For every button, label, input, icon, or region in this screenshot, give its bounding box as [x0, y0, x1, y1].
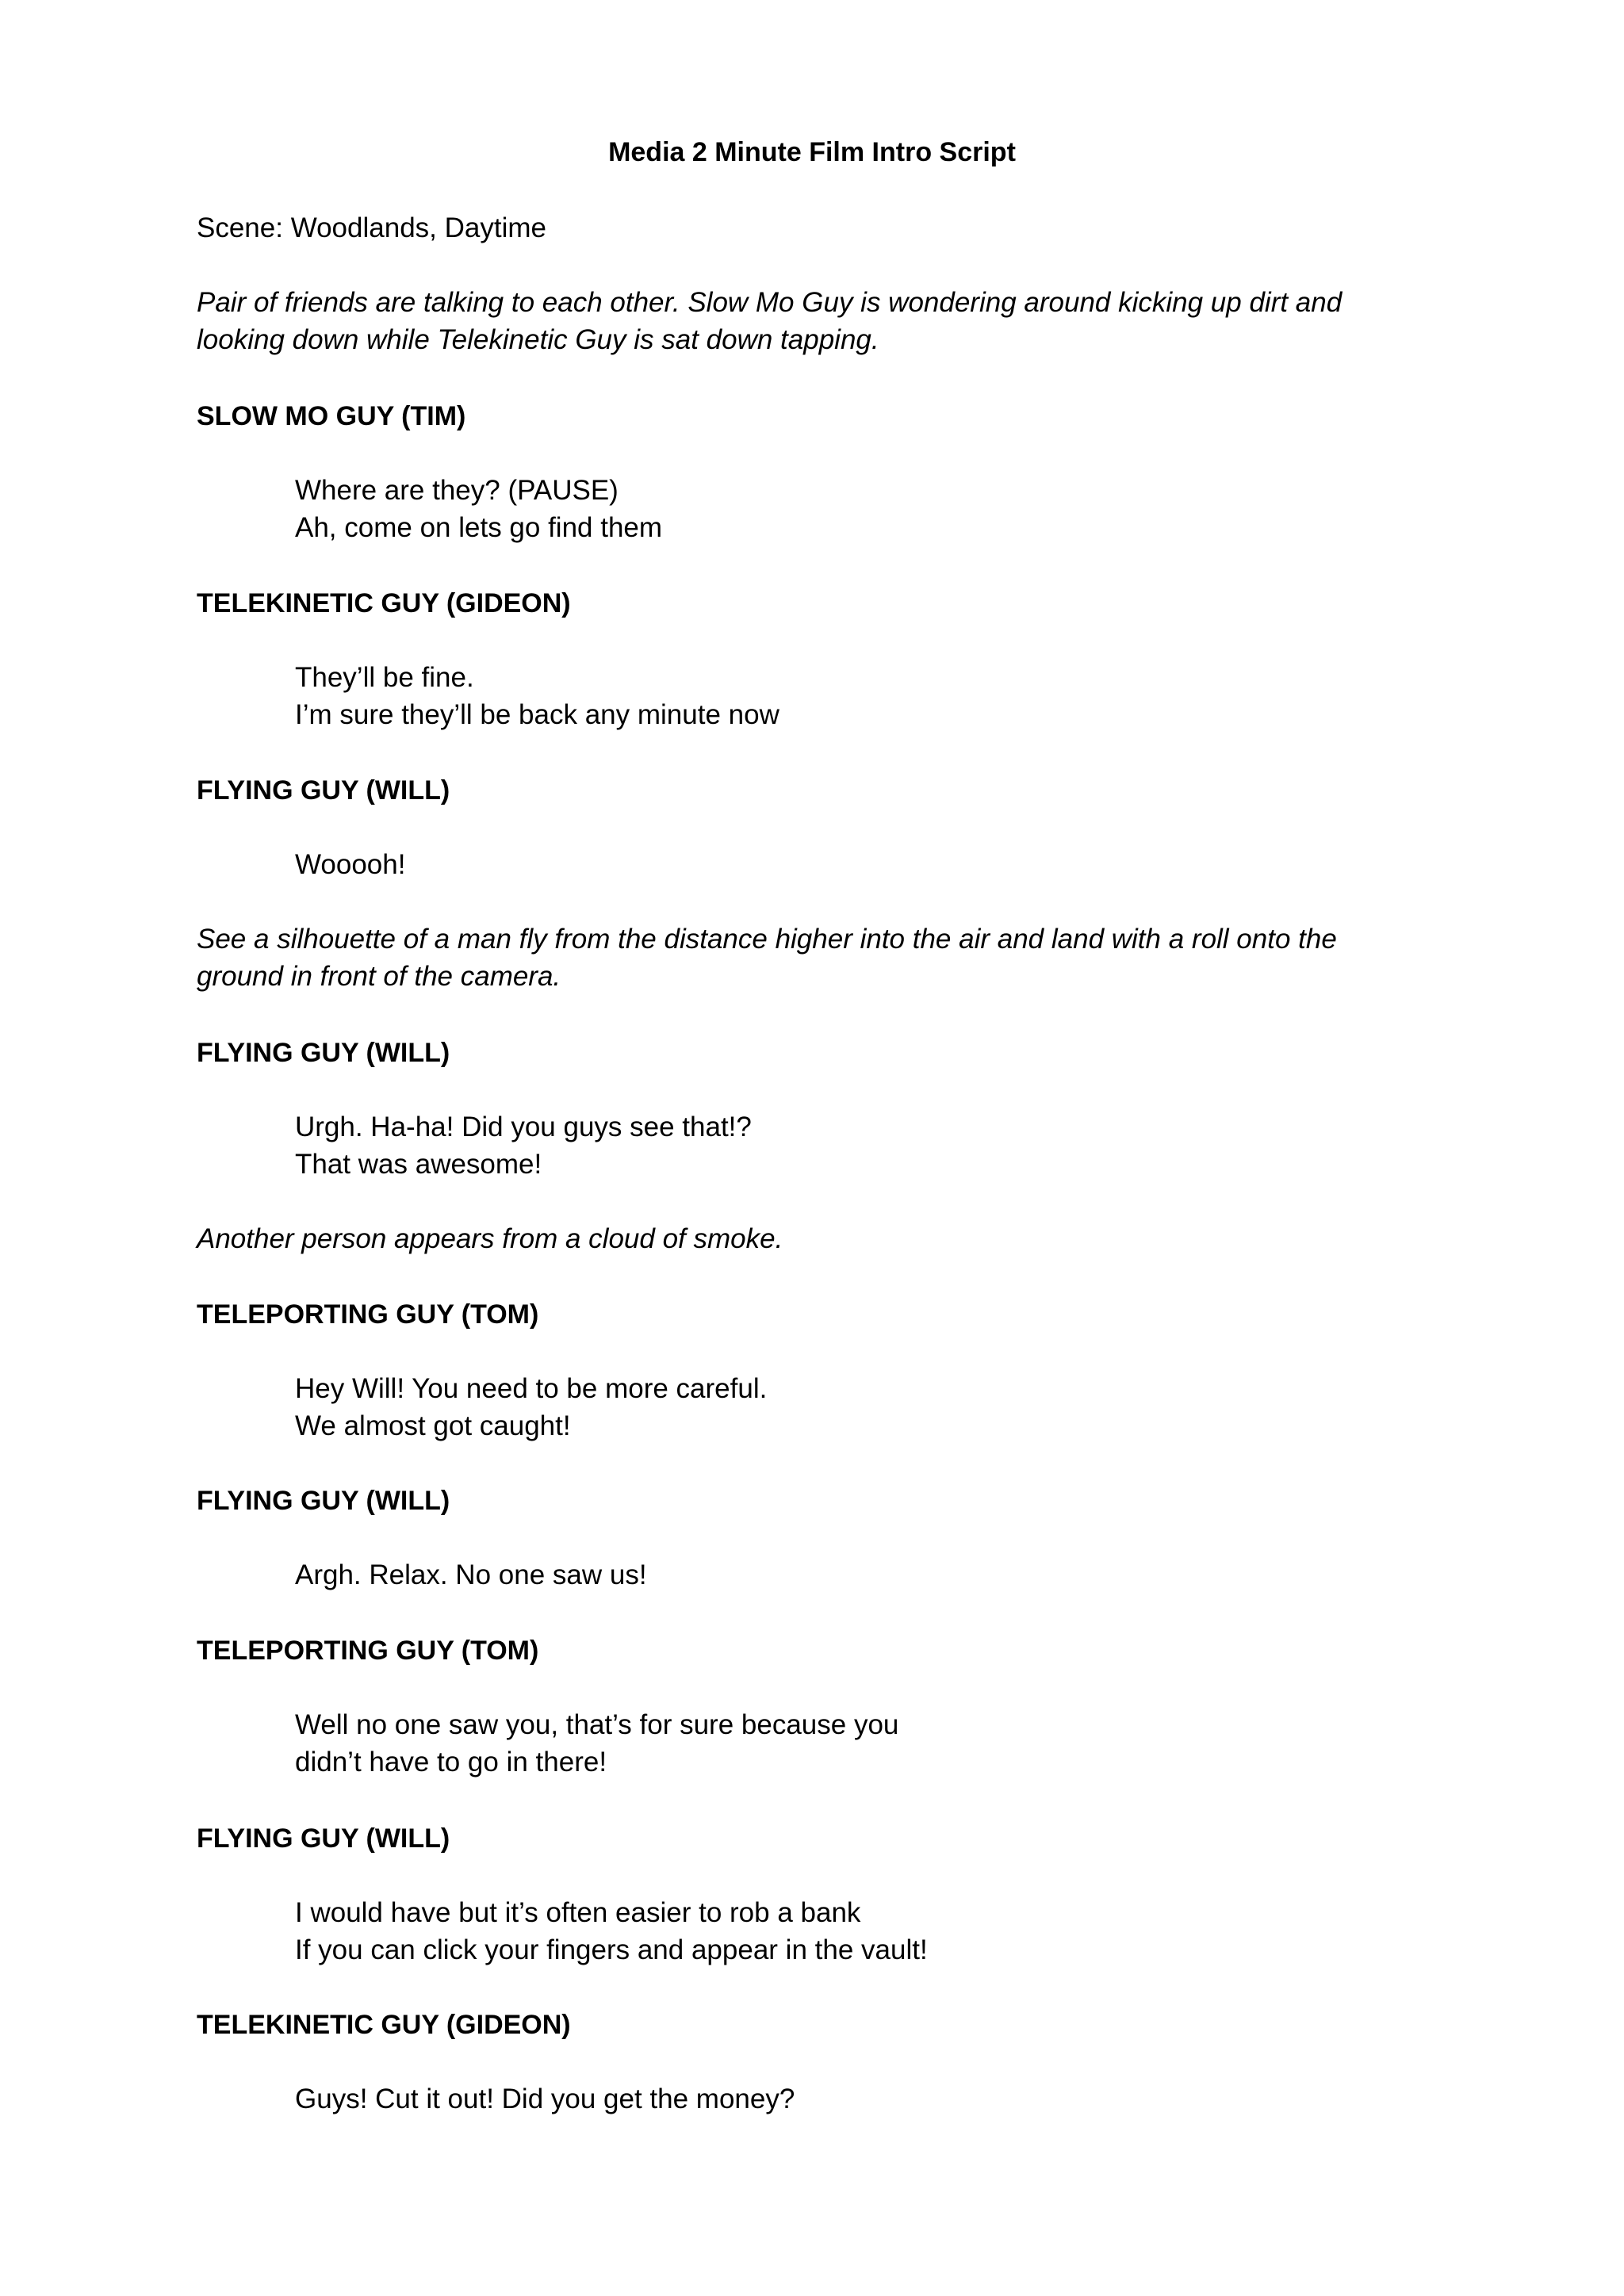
speaker-name: FLYING GUY (WILL): [197, 775, 450, 806]
speaker-name: TELEPORTING GUY (TOM): [197, 1636, 539, 1666]
dialogue-line: That was awesome!: [295, 1149, 542, 1180]
dialogue-line: I’m sure they’ll be back any minute now: [295, 699, 779, 730]
speaker-name: TELEPORTING GUY (TOM): [197, 1299, 539, 1330]
dialogue-line: Ah, come on lets go find them: [295, 512, 663, 543]
speaker-name: SLOW MO GUY (TIM): [197, 401, 466, 431]
dialogue-line: They’ll be fine.: [295, 662, 474, 693]
action-line: ground in front of the camera.: [197, 961, 561, 992]
action-line: looking down while Telekinetic Guy is sat down tapping.: [197, 324, 879, 355]
action-line: Pair of friends are talking to each other. Slow Mo Guy is wondering around kicking up dirt and: [197, 287, 1342, 318]
dialogue-line: Urgh. Ha-ha! Did you guys see that!?: [295, 1112, 752, 1142]
scene-heading: Scene: Woodlands, Daytime: [197, 212, 546, 243]
dialogue-line: didn’t have to go in there!: [295, 1747, 607, 1777]
speaker-name: FLYING GUY (WILL): [197, 1038, 450, 1068]
speaker-name: FLYING GUY (WILL): [197, 1823, 450, 1854]
dialogue-line: I would have but it’s often easier to rob a bank: [295, 1897, 861, 1928]
dialogue-line: Hey Will! You need to be more careful.: [295, 1373, 768, 1404]
dialogue-line: We almost got caught!: [295, 1410, 571, 1441]
speaker-name: TELEKINETIC GUY (GIDEON): [197, 2010, 571, 2040]
speaker-name: FLYING GUY (WILL): [197, 1486, 450, 1516]
dialogue-line: Argh. Relax. No one saw us!: [295, 1559, 647, 1590]
dialogue-line: Guys! Cut it out! Did you get the money?: [295, 2084, 795, 2114]
dialogue-line: Wooooh!: [295, 849, 406, 880]
action-line: Another person appears from a cloud of smoke.: [197, 1223, 783, 1254]
speaker-name: TELEKINETIC GUY (GIDEON): [197, 588, 571, 618]
dialogue-line: Well no one saw you, that’s for sure because you: [295, 1709, 899, 1740]
dialogue-line: If you can click your fingers and appear in the vault!: [295, 1934, 928, 1965]
dialogue-line: Where are they? (PAUSE): [295, 475, 619, 506]
document-title: Media 2 Minute Film Intro Script: [608, 137, 1016, 167]
action-line: See a silhouette of a man fly from the distance higher into the air and land with a roll onto the: [197, 924, 1337, 955]
